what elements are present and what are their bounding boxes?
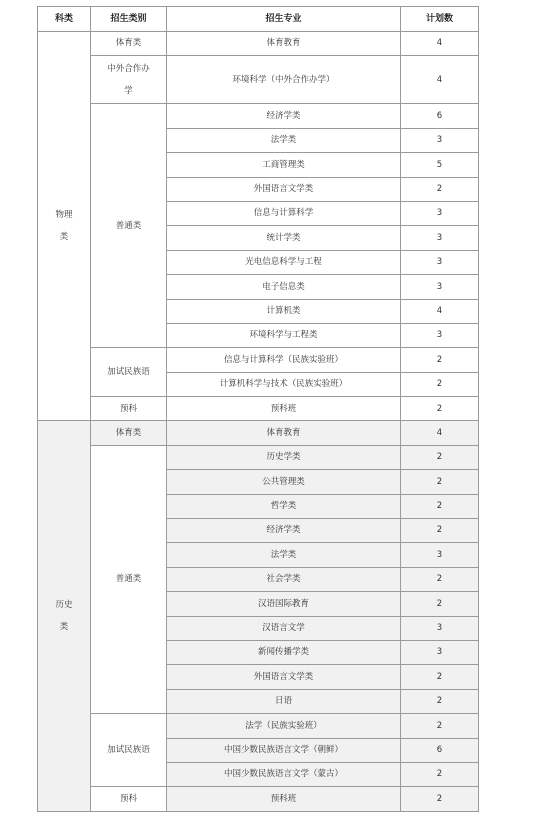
major-cell: 日语 [167,689,401,713]
count-cell: 3 [401,275,479,299]
header-category: 招生类别 [91,7,167,32]
category-cell: 加试民族语 [91,714,167,787]
header-subject: 科类 [38,7,91,32]
major-cell: 外国语言文学类 [167,665,401,689]
count-cell: 3 [401,128,479,152]
major-cell: 光电信息科学与工程 [167,250,401,274]
major-cell: 工商管理类 [167,153,401,177]
count-cell: 6 [401,738,479,762]
count-cell: 2 [401,592,479,616]
major-cell: 计算机类 [167,299,401,323]
subject-label-line: 历史 [55,600,73,610]
category-cell: 预科 [91,397,167,421]
major-cell: 中国少数民族语言文学（朝鲜） [167,738,401,762]
table-row [38,421,479,445]
major-cell: 法学类 [167,543,401,567]
table-row [38,714,479,738]
count-cell: 2 [401,762,479,786]
count-cell: 3 [401,250,479,274]
count-cell: 4 [401,299,479,323]
major-cell: 哲学类 [167,494,401,518]
major-cell: 公共管理类 [167,470,401,494]
table-row [38,104,479,128]
major-cell: 信息与计算科学 [167,201,401,225]
subject-cell [38,32,91,421]
count-cell: 2 [401,494,479,518]
major-cell: 电子信息类 [167,275,401,299]
count-cell: 3 [401,201,479,225]
count-cell: 3 [401,226,479,250]
major-cell: 统计学类 [167,226,401,250]
category-cell [91,56,167,104]
count-cell: 5 [401,153,479,177]
header-major: 招生专业 [167,7,401,32]
subject-label-line: 物理 [55,210,73,221]
major-cell: 环境科学与工程类 [167,323,401,347]
major-cell: 历史学类 [167,445,401,469]
count-cell: 2 [401,445,479,469]
table-row [38,32,479,56]
header-row [38,7,479,32]
major-cell: 经济学类 [167,519,401,543]
count-cell: 4 [401,56,479,104]
count-cell: 2 [401,348,479,372]
count-cell: 2 [401,567,479,591]
major-cell: 计算机科学与技术（民族实验班） [167,372,401,396]
major-cell: 体育教育 [167,32,401,56]
count-cell: 3 [401,323,479,347]
major-cell: 环境科学（中外合作办学） [167,56,401,104]
subject-label-line: 类 [59,232,69,243]
header-count: 计划数 [401,7,479,32]
count-cell: 2 [401,689,479,713]
count-cell: 2 [401,470,479,494]
category-label-line: 中外合作办 [107,63,150,74]
table-row [38,397,479,421]
major-cell: 法学（民族实验班） [167,714,401,738]
major-cell: 经济学类 [167,104,401,128]
major-cell: 预科班 [167,397,401,421]
count-cell: 3 [401,543,479,567]
table-row [38,348,479,372]
major-cell: 信息与计算科学（民族实验班） [167,348,401,372]
category-cell: 预科 [91,787,167,811]
subject-cell [38,421,91,811]
count-cell: 2 [401,665,479,689]
category-cell: 普通类 [91,445,167,713]
category-cell: 体育类 [91,32,167,56]
count-cell: 2 [401,519,479,543]
count-cell: 2 [401,714,479,738]
major-cell: 新闻传播学类 [167,640,401,664]
count-cell: 2 [401,397,479,421]
major-cell: 汉语国际教育 [167,592,401,616]
table-row [38,787,479,811]
major-cell: 法学类 [167,128,401,152]
major-cell: 社会学类 [167,567,401,591]
category-cell: 体育类 [91,421,167,445]
category-cell: 加试民族语 [91,348,167,397]
major-cell: 外国语言文学类 [167,177,401,201]
count-cell: 2 [401,372,479,396]
count-cell: 2 [401,787,479,811]
major-cell: 体育教育 [167,421,401,445]
count-cell: 3 [401,616,479,640]
count-cell: 2 [401,177,479,201]
table-row [38,445,479,469]
count-cell: 3 [401,640,479,664]
category-cell: 普通类 [91,104,167,348]
category-label-line: 学 [124,85,133,96]
count-cell: 4 [401,421,479,445]
subject-label-line: 类 [59,622,69,633]
enrollment-plan-table [37,6,479,812]
table-body [38,32,479,812]
table-row [38,56,479,104]
major-cell: 汉语言文学 [167,616,401,640]
major-cell: 预科班 [167,787,401,811]
count-cell: 6 [401,104,479,128]
major-cell: 中国少数民族语言文学（蒙古） [167,762,401,786]
count-cell: 4 [401,32,479,56]
